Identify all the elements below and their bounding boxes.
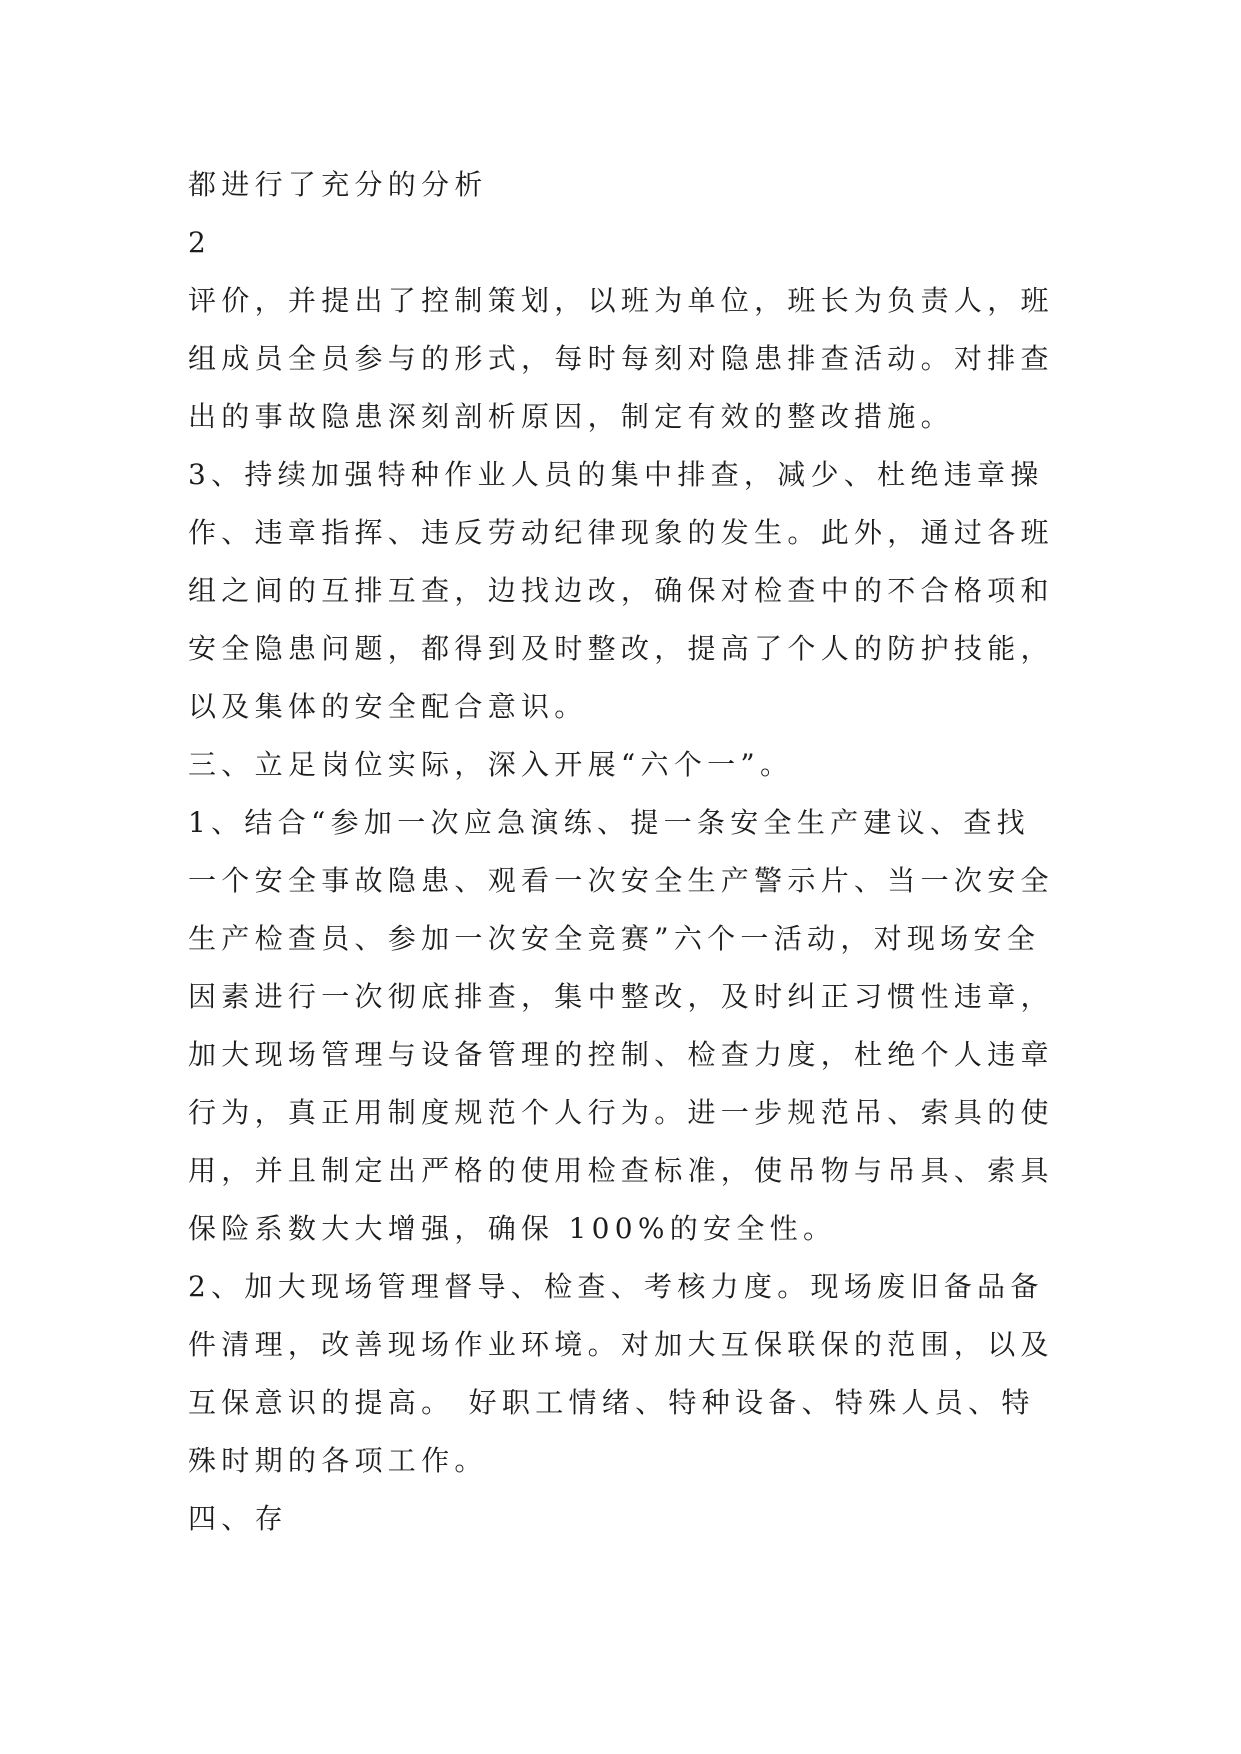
text-line: 评价，并提出了控制策划，以班为单位，班长为负责人，班 (188, 284, 1054, 317)
text-line: 以及集体的安全配合意识。 (188, 690, 588, 723)
text-line: 一个安全事故隐患、观看一次安全生产警示片、当一次安全 (188, 864, 1054, 897)
text-line: 殊时期的各项工作。 (188, 1444, 488, 1477)
text-line: 2、加大现场管理督导、检查、考核力度。现场废旧备品备 (188, 1270, 1044, 1303)
text-line: 3、持续加强特种作业人员的集中排查，减少、杜绝违章操 (188, 458, 1044, 491)
text-line: 行为，真正用制度规范个人行为。进一步规范吊、索具的使 (188, 1096, 1054, 1129)
text-line: 生产检查员、参加一次安全竞赛”六个一活动，对现场安全 (188, 922, 1041, 955)
text-line: 用，并且制定出严格的使用检查标准，使吊物与吊具、索具 (188, 1154, 1054, 1187)
text-line: 1、结合“参加一次应急演练、提一条安全生产建议、查找 (188, 806, 1030, 839)
text-line: 加大现场管理与设备管理的控制、检查力度，杜绝个人违章 (188, 1038, 1054, 1071)
text-line: 件清理，改善现场作业环境。对加大互保联保的范围，以及 (188, 1328, 1054, 1361)
text-line: 作、违章指挥、违反劳动纪律现象的发生。此外，通过各班 (188, 516, 1054, 549)
text-line: 互保意识的提高。 好职工情绪、特种设备、特殊人员、特 (188, 1386, 1035, 1419)
text-line: 因素进行一次彻底排查，集中整改，及时纠正习惯性违章， (188, 980, 1054, 1013)
text-line: 安全隐患问题，都得到及时整改，提高了个人的防护技能， (188, 632, 1054, 665)
text-line: 出的事故隐患深刻剖析原因，制定有效的整改措施。 (188, 400, 954, 433)
text-line: 保险系数大大增强，确保 100%的安全性。 (188, 1212, 837, 1245)
document-body (188, 156, 1088, 1548)
text-line: 组之间的互排互查，边找边改，确保对检查中的不合格项和 (188, 574, 1054, 607)
section-heading: 三、立足岗位实际，深入开展“六个一”。 (188, 748, 794, 781)
text-line: 组成员全员参与的形式，每时每刻对隐患排查活动。对排查 (188, 342, 1054, 375)
text-line: 都进行了充分的分析 (188, 168, 488, 201)
text-line: 2 (188, 226, 212, 259)
section-heading: 四、存 (188, 1502, 288, 1535)
